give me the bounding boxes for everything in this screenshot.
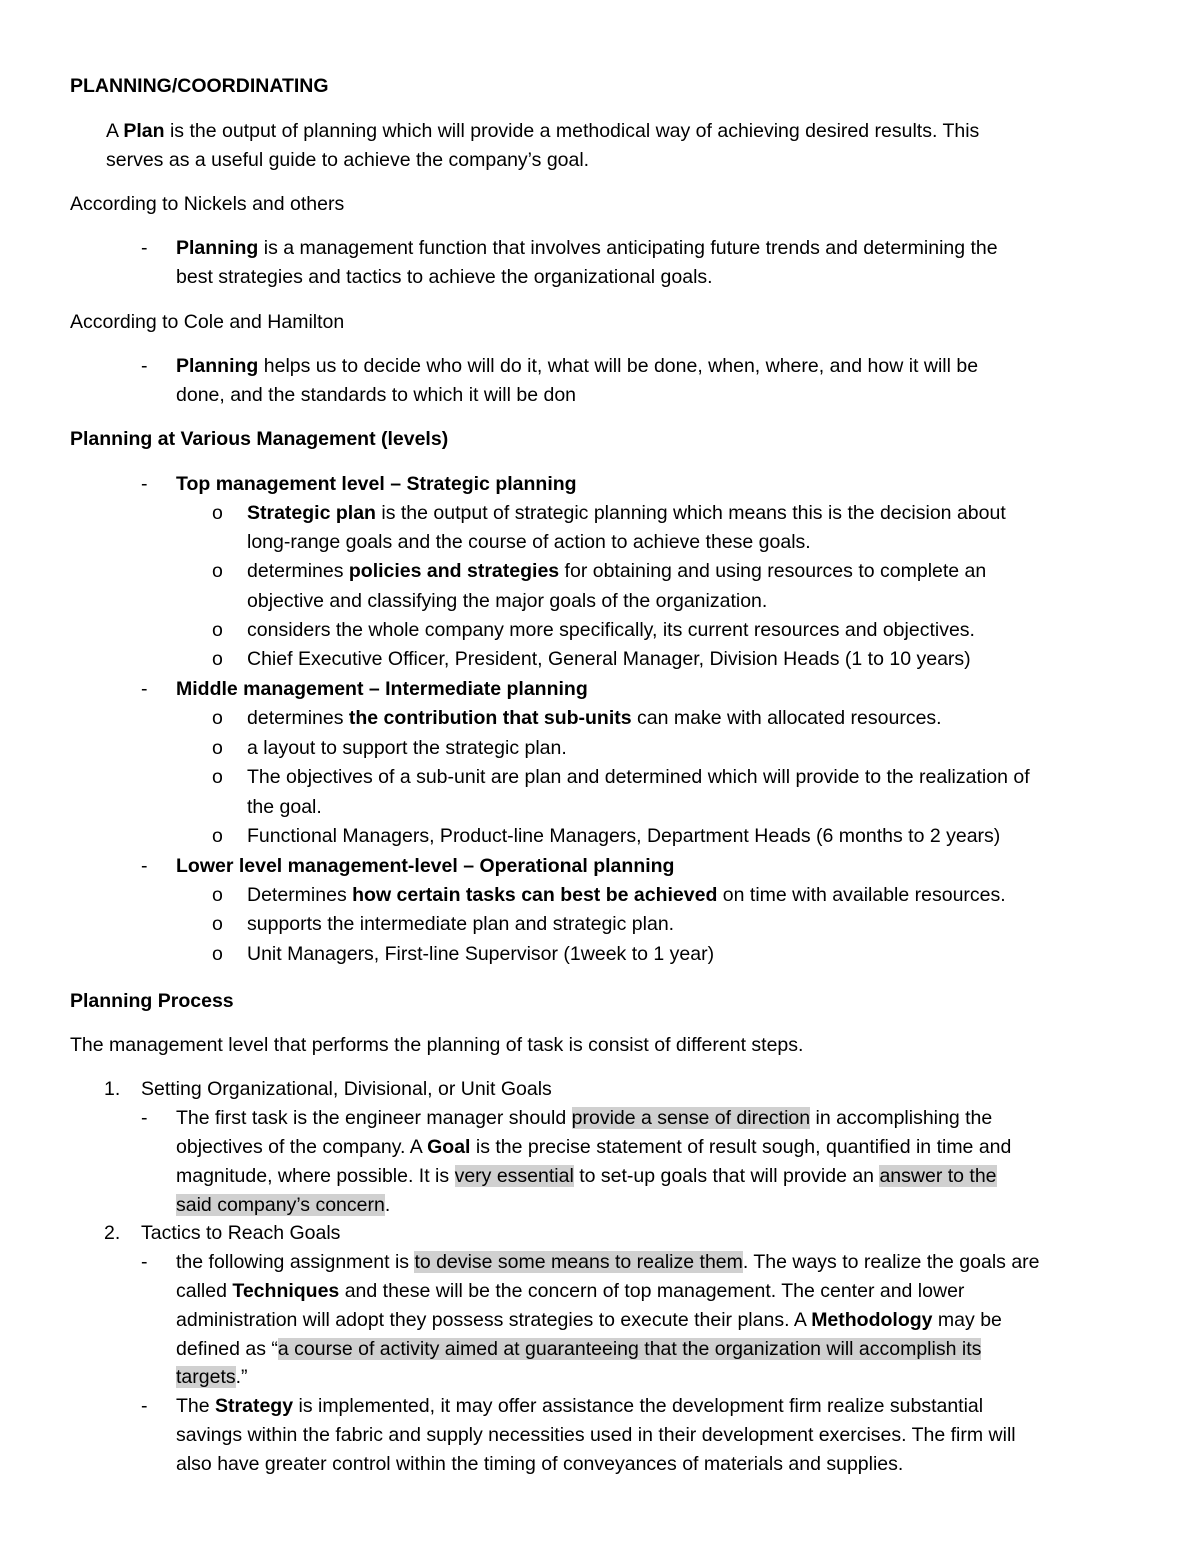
step-2-line-6: The Strategy is implemented, it may offer assistance the development firm realize substantial xyxy=(176,1395,984,1417)
nickels-line-2: best strategies and tactics to achieve the organizational goals. xyxy=(176,266,713,288)
bullet-circle: o xyxy=(212,619,223,641)
cole-heading: According to Cole and Hamilton xyxy=(70,311,345,333)
process-intro: The management level that performs the planning of task is consist of different steps. xyxy=(70,1034,804,1056)
bullet-circle: o xyxy=(212,502,223,524)
lower-item-1: Determines how certain tasks can best be achieved on time with available resources. xyxy=(247,884,1006,906)
intro-line-2: serves as a useful guide to achieve the company’s goal. xyxy=(106,149,590,171)
bullet-dash: - xyxy=(141,473,148,495)
bullet-dash: - xyxy=(141,678,148,700)
bullet-circle: o xyxy=(212,943,223,965)
top-item-1-cont: long-range goals and the course of action to achieve these goals. xyxy=(247,531,811,553)
top-level-heading: Top management level – Strategic planning xyxy=(176,473,577,495)
middle-item-1: determines the contribution that sub-units can make with allocated resources. xyxy=(247,707,942,729)
step-number: 1. xyxy=(104,1078,121,1100)
bullet-circle: o xyxy=(212,766,223,788)
lower-item-2: supports the intermediate plan and strategic plan. xyxy=(247,913,675,935)
bullet-dash: - xyxy=(141,1251,148,1273)
middle-item-4: Functional Managers, Product-line Managers, Department Heads (6 months to 2 years) xyxy=(247,825,1001,847)
step-2-line-4: defined as “a course of activity aimed at guaranteeing that the organization will accomplish its xyxy=(176,1338,982,1360)
bullet-dash: - xyxy=(141,237,148,259)
bullet-circle: o xyxy=(212,913,223,935)
middle-item-2: a layout to support the strategic plan. xyxy=(247,737,567,759)
step-1-line-3: magnitude, where possible. It is very essential to set-up goals that will provide an answer to the xyxy=(176,1165,997,1187)
cole-line-1: Planning helps us to decide who will do it, what will be done, when, where, and how it will be xyxy=(176,355,979,377)
lower-item-3: Unit Managers, First-line Supervisor (1week to 1 year) xyxy=(247,943,715,965)
middle-level-heading: Middle management – Intermediate planning xyxy=(176,678,588,700)
top-item-3: considers the whole company more specifically, its current resources and objectives. xyxy=(247,619,975,641)
bullet-circle: o xyxy=(212,648,223,670)
middle-item-3: The objectives of a sub-unit are plan and determined which will provide to the realization of xyxy=(247,766,1030,788)
bullet-dash: - xyxy=(141,355,148,377)
cole-line-2: done, and the standards to which it will be don xyxy=(176,384,577,406)
bullet-circle: o xyxy=(212,560,223,582)
step-2-line-1: the following assignment is to devise some means to realize them. The ways to realize the goals are xyxy=(176,1251,1040,1273)
bullet-dash: - xyxy=(141,1395,148,1417)
step-2-line-2: called Techniques and these will be the concern of top management. The center and lower xyxy=(176,1280,965,1302)
bullet-circle: o xyxy=(212,707,223,729)
levels-heading: Planning at Various Management (levels) xyxy=(70,428,449,450)
step-2-line-5: targets.” xyxy=(176,1366,248,1388)
step-number: 2. xyxy=(104,1222,121,1244)
intro-line-1: A Plan is the output of planning which will provide a methodical way of achieving desired results. This xyxy=(106,120,980,142)
top-item-1: Strategic plan is the output of strategic planning which means this is the decision about xyxy=(247,502,1006,524)
nickels-line-1: Planning is a management function that involves anticipating future trends and determining the xyxy=(176,237,998,259)
step-2-line-7: savings within the fabric and supply necessities used in their development exercises. The firm will xyxy=(176,1424,1016,1446)
bullet-circle: o xyxy=(212,884,223,906)
bullet-dash: - xyxy=(141,855,148,877)
step-1-line-1: The first task is the engineer manager should provide a sense of direction in accomplishing the xyxy=(176,1107,993,1129)
step-2-line-8: also have greater control within the timing of conveyances of materials and supplies. xyxy=(176,1453,904,1475)
bullet-circle: o xyxy=(212,737,223,759)
step-2-line-3: administration will adopt they possess strategies to execute their plans. A Methodology may be xyxy=(176,1309,1002,1331)
bullet-circle: o xyxy=(212,825,223,847)
step-2-title: Tactics to Reach Goals xyxy=(141,1222,341,1244)
lower-level-heading: Lower level management-level – Operational planning xyxy=(176,855,675,877)
top-item-2: determines policies and strategies for obtaining and using resources to complete an xyxy=(247,560,987,582)
step-1-line-2: objectives of the company. A Goal is the precise statement of result sough, quantified in time and xyxy=(176,1136,1012,1158)
bullet-dash: - xyxy=(141,1107,148,1129)
top-item-2-cont: objective and classifying the major goals of the organization. xyxy=(247,590,768,612)
step-1-line-4: said company’s concern. xyxy=(176,1194,391,1216)
page-title: PLANNING/COORDINATING xyxy=(70,75,329,97)
middle-item-3-cont: the goal. xyxy=(247,796,322,818)
top-item-4: Chief Executive Officer, President, General Manager, Division Heads (1 to 10 years) xyxy=(247,648,971,670)
step-1-title: Setting Organizational, Divisional, or Unit Goals xyxy=(141,1078,552,1100)
process-heading: Planning Process xyxy=(70,990,234,1012)
nickels-heading: According to Nickels and others xyxy=(70,193,345,215)
